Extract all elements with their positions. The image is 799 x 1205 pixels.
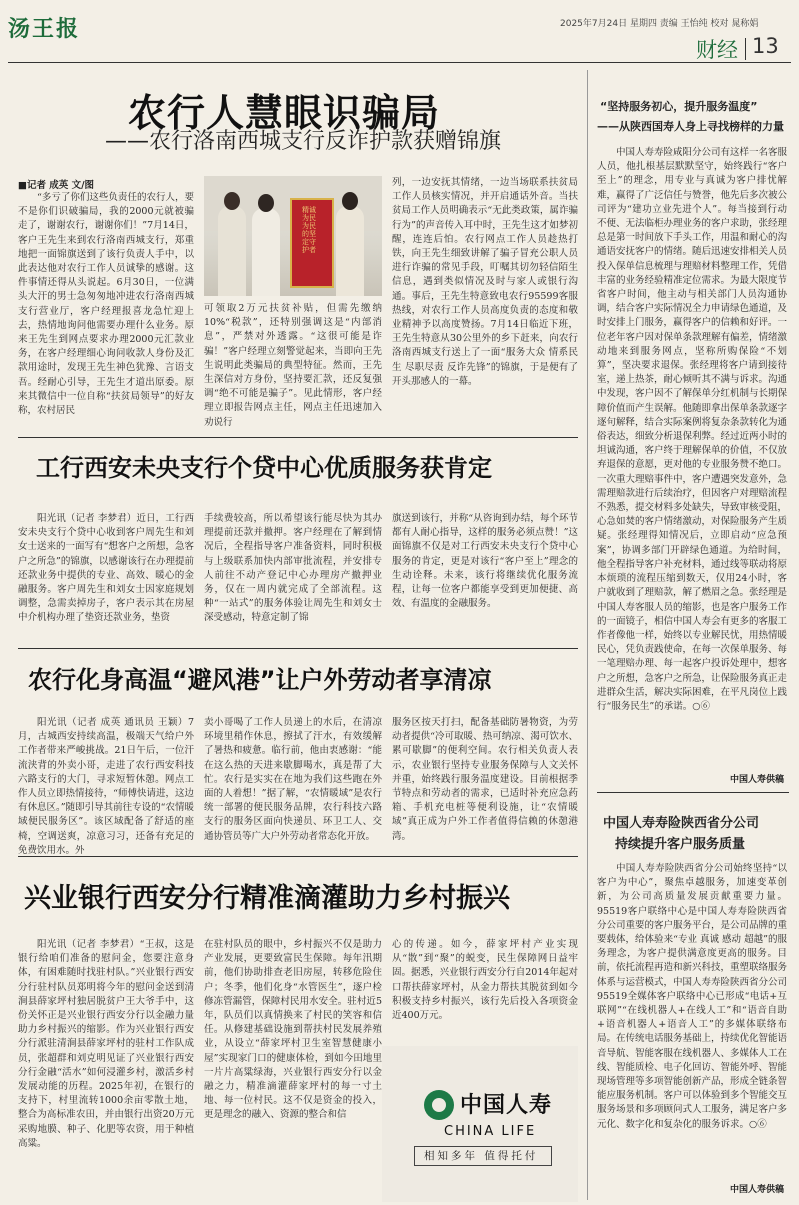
person-3: [336, 206, 364, 296]
section-divider: [745, 38, 746, 60]
ad-brand-en: CHINA LIFE: [444, 1124, 537, 1139]
article1-photo: [204, 176, 382, 296]
masthead-rule: [8, 62, 791, 63]
article1-subtitle: ——农行洛南西城支行反诈护款获赠锦旗: [105, 129, 502, 154]
article1-byline: ■记者 成英 文/图: [18, 180, 95, 191]
china-life-logo-inner: [432, 1098, 446, 1112]
article2-col2: 手续费较高，所以希望该行能尽快为其办理提前还款并撤押。客户经理在了解到情况后，全程指导客户准备资料，同时积极与上级联系加快内部审批流程，并安排专人前往不动产登记中心办理房产撤押业务，仅在一周内就完成了全部流程。这种“一站式”的服务体验让周先生和刘女士深受感动，特意定制了锦: [204, 513, 382, 624]
sidebar2-title-line2: 持续提升客户服务质量: [615, 837, 746, 852]
date-line: 2025年7月24日 星期四 责编 王怡纯 校对 晁称娟: [560, 19, 759, 29]
sidebar-rule: [597, 792, 789, 793]
person-2: [252, 208, 280, 296]
person-1: [218, 206, 246, 296]
article3-col1: 阳光讯（记者 成英 通讯员 王颖）7月，古城西安持续高温，极端天气给户外工作者带来严峻挑战。21日午后，一位汗流浃背的外卖小哥，走进了农行西安科技六路支行的大门，寻求短暂休憩。网点工作人员立即热情接待，“师傅快请进，这边有休息区。”随即引导其前往专设的“农情暖域便民服务区”。该区域配备了舒适的座椅，空调送爽，凉意习习，还备有充足的免费饮用水。外: [18, 717, 194, 856]
article2-col3: 旗送到该行，并称“从咨询到办结，每个环节都有人耐心指导，这样的服务必须点赞！”这面锦旗不仅是对工行西安未央支行个贷中心服务的肯定，更是对该行“客户至上”理念的生动诠释。未来，该行将继续优化服务流程，让每一位客户都能享受到更加便捷、高效、有温度的金融服务。: [392, 513, 578, 610]
article1-col3: 列，一边安抚其情绪，一边当场联系扶贫局工作人员核实情况，并开启通话外音。当扶贫局工作人员明确表示“无此类政策，属诈骗行为”的声音传入耳中时，王先生这才如梦初醒，连连后怕。农行网点工作人员趁热打铁，向王先生细致讲解了骗子冒充公职人员进行诈骗的常见手段，叮嘱其切勿轻信陌生信息，遇到类似情况及时与家人或银行沟通。事后，王先生特意致电农行95599客服热线，对农行工作人员高度负责的态度和敬业精神予以高度赞扬。7月14日临近下班，王先生特意从30公里外的乡下赶来，向农行洛南西城支行送上了一面“服务大众 情系民生 尽职尽责 反诈先锋”的锦旗，于是便有了开头那感人的一幕。: [392, 177, 578, 387]
sidebar1-source: 中国人寿供稿: [730, 775, 785, 785]
article2-col1: 阳光讯（记者 李梦君）近日，工行西安未央支行个贷中心收到客户周先生和刘女士送来的一面写有“想客户之所想，急客户之所急”的锦旗，以感谢该行在办理提前还款业务中提供的专业、高效、暖心的金融服务。客户周先生和刘女士因家庭规划调整，急需卖掉房子，客户表示其在房屋中介机构办理了垫资还款业务，垫资: [18, 513, 194, 624]
article4-col2: 在驻村队员的眼中，乡村振兴不仅是助力产业发展，更要致富民生保障。每年汛期前，他们协助排查老旧房屋，转移危险住户；冬季，他们化身“水管医生”，逐户检修冻管漏管，保障村民用水安全。驻村近5年，队员们以真情换来了村民的笑容和信任。从修建基础设施到帮扶村民发展养殖业，从设立“薛家坪村卫生室智慧健康小屋”实现家门口的健康体检，到如今田地里一片片高粱绿海，兴业银行西安分行以金融之力，精准滴灌薛家坪村的每一寸土地、每一位村民。这不仅是资金的投入，更是理念的融入、资源的整合和信: [204, 939, 382, 1121]
article1-title: 农行人慧眼识骗局: [128, 91, 441, 135]
person-3-head: [342, 192, 358, 210]
person-1-head: [224, 192, 240, 210]
paper-name: 汤王报: [8, 16, 81, 42]
sidebar1-title-line2: ——从陕西国寿人身上寻找榜样的力量: [597, 120, 784, 133]
article1-col2: 可领取2万元扶贫补贴，但需先缴纳10%“税款”，还特别强调这是“内部消息”，严禁对外透露。“这很可能是诈骗！”客户经理立刻警觉起来，当即向王先生说明此类骗局的典型特征。然而，王先生深信对方身份，坚持要汇款，还反复强调“绝不可能是骗子”。见此情形，客户经理立即报告网点主任，网点主任迅速加入劝说行: [204, 303, 382, 428]
article3-title: [28, 660, 492, 695]
page-number: 13: [752, 34, 779, 58]
sidebar2-title-line1: 中国人寿寿险陕西省分公司: [603, 816, 760, 831]
article1-rule: [18, 437, 578, 438]
sidebar2-body: 中国人寿寿险陕西省分公司始终坚持“以客户为中心”，聚焦卓越服务，加速变革创新，为公司高质量发展贡献重要力量。95519客户联络中心是中国人寿寿险陕西省分公司重要的客户服务平台，是公司品牌的重要载体，给体验来“专业 真诚 感动 超越”的服务理念，为客户提供满意度更高的服务。目前，依托流程再造和新兴科技，重塑联络服务体系与运营模式，中国人寿寿险陕西省分公司95519全媒体客户联络中心已形成“电话+互联网”“在线机器人+在线人工”和“语音自助+语音机器人+语音人工”的多媒体联络布局。在传统电话服务基础上，持续优化智能语音导航、智能客服在线机器人、多媒体人工在线、智能质检、电子化回访、智能外呼、智能现场管理等多项智能创新产品，形成全链条智能应服务机制。客户可以体验到多个智能交互服务场景和多项顾问式人工服务，满足客户多元化、数字化和复杂化的服务诉求。○⑥: [597, 863, 788, 1130]
article2-title: 工行西安未央支行个贷中心优质服务获肯定: [36, 454, 492, 482]
person-2-head: [258, 194, 274, 212]
sidebar1-title-line1: “坚持服务初心，提升服务温度”: [600, 100, 758, 113]
banner-text: 精诚为民为民的坚定守护者: [302, 206, 316, 254]
article3-title-quoted: “避风港”: [172, 666, 276, 694]
article3-col2: 卖小哥喝了工作人员递上的水后，在清凉环境里稍作休息，擦拭了汗水，有效缓解了暑热和疲惫。临行前，他由衷感谢：“能在这么热的天进来歇脚喝水，真是帮了大忙。农行是实实在在地为我们这些跑在外面的人着想！”据了解，“农情暖域”是农行统一部署的便民服务品牌，农行科技六路支行的服务区面向快递员、环卫工人、交通协管员等广大户外劳动者常态化开放。: [204, 717, 382, 842]
section-name: 财经: [696, 38, 738, 62]
article4-col3: 心的传递。如今，薛家坪村产业实现从“散”到“聚”的蜕变，民生保障网日益牢固。据悉，兴业银行西安分行自2014年起对口帮扶薛家坪村，从金力帮扶其脱贫到如今积极支持乡村振兴，该行先后投入各项资金近400万元。: [392, 939, 578, 1022]
article4-col1: 阳光讯（记者 李梦君）“王叔，这是银行给咱们准备的慰问金，您要注意身体，有困难随时找驻村队。”兴业银行西安分行驻村队员郑明将今年的慰问金送到清涧县薛家坪村独居脱贫户王大爷手中，这份关怀正是兴业银行西安分行以金融力量助力乡村振兴的缩影。作为兴业银行西安分行派驻清涧县薛家坪村的驻村工作队成员，张超群和刘克明见证了兴业银行西安分行金融“活水”如何浸灌乡村，激活乡村发展动能的历程。2025年初，在银行的支持下，村里流转1000余亩零散土地，整合为高标准农田，并由银行出资20万元采购地膜、种子、化肥等农资，用于种植高粱。: [18, 939, 194, 1149]
article2-rule: [18, 648, 578, 649]
article3-rule: [18, 856, 578, 857]
article3-title-part1: 农行化身高温: [28, 666, 172, 694]
sidebar2-source: 中国人寿供稿: [730, 1185, 785, 1195]
sidebar1-body: 中国人寿寿险咸阳分公司有这样一名客服人员，他扎根基层默默坚守，始终践行“客户至上”的理念，用专业与真诚为客户排忧解难，赢得了广泛信任与赞誉，他先后多次被公司评为“建功立业先进个人”。每当接到行动不便、无法临柜办理业务的客户求助，张经理总是第一时间放下手头工作，用温和耐心的沟通语安抚客户的情绪。随后迅速安排相关人员投入保单信息梳理与理赔材料整理工作，凭借丰富的业务经验精准定位需求。为最大限度节省客户时间，他主动与相关部门人员沟通协调，结合客户实际情况全力申请绿色通道，及时安排上门服务，赢得客户的信赖和好评。一位老年客户因对保单条款理解有偏差，情绪激动地来到服务网点，坚称所购保险“不划算”，坚决要求退保。张经理将客户请到接待室，递上热茶，耐心倾听其不满与诉求。沟通中发现，客户因不了解保单分红机制与长期保障价值而产生误解。他随即拿出保单条款逐字逐句解释，结合实际案例将复杂条款转化为通俗表达，细致分析退保利弊。经过近两小时的坦诚沟通，客户终于理解保单的价值，不仅放弃退保的意愿，更对他的专业服务赞不绝口。一次重大理赔事件中，客户遭遇突发意外，急需理赔款进行后续治疗，但因客户对理赔流程不熟悉，提交材料多处缺失，导致审核受阻，心急如焚的客户情绪激动，对保险服务产生质疑。张经理得知情况后，立即启动“应急预案”，协调多部门开辟绿色通道。为给时间，他全程指导客户补充材料，通过线等联动将原本烦琐的流程压缩到数天，仅用24小时，客户就收到了理赔款，解了燃眉之急。张经理是中国人寿客服人员的缩影，也是客户服务工作的一面镜子，相信中国人寿会有更多的客服工作者像他一样，始终以专业解民忧，用热情暖民心，凭负责践使命，在每一次保单服务、每一笔理赔办理、每一起客户投诉处理中，想客户之所想，急客户之所急，让保险服务真正走进群众生活，解决实际困难，在平凡岗位上践行“服务民生”的承诺。○⑥: [597, 147, 788, 712]
article1-col1: “多亏了你们这些负责任的农行人，要不是你们识破骗局，我的2000元就被骗走了，谢谢农行，谢谢你们！”7月14日，客户王先生来到农行洛南西城支行，郑重地把一面锦旗送到了该行负责人手中，以此表达他对农行工作人员诚挚的感谢。这件事情还得从头说起。6月30日，一位满头大汗的男士急匆匆地冲进农行洛南西城支行营业厅，客户经理报喜龙急忙迎上去，热情地询问他需要办理什么业务。原来王先生到网点要求办理2000元汇款业务，在客户经理细心询问收款人身份及汇款用途时，发现王先生神色犹豫、言语支吾。经耐心引导，王先生才道出原委。原来其微信中一位自称“扶贫局领导”的好友称，农村居民: [18, 192, 194, 417]
article3-title-part2: 让户外劳动者享清凉: [275, 666, 492, 694]
ad-slogan: 相知多年 值得托付: [424, 1150, 539, 1162]
ad-brand-cn: 中国人寿: [460, 1092, 553, 1118]
article4-title: 兴业银行西安分行精准滴灌助力乡村振兴: [24, 883, 510, 914]
article3-col3: 服务区按天打扫，配备基础防暑物资，为劳动者提供“冷可取暖、热可纳凉、渴可饮水、累可歇脚”的便利空间。农行相关负责人表示，农业银行坚持专业服务保障与人文关怀并重，始终践行服务温度建设。目前根据季节特点和劳动者的需求，已适时补充应急药箱、手机充电桩等便利设施，让“农情暖域”真正成为户外工作者值得信赖的休憩港湾。: [392, 717, 578, 842]
china-life-ad: [382, 1046, 578, 1202]
sidebar-divider: [587, 70, 588, 1200]
